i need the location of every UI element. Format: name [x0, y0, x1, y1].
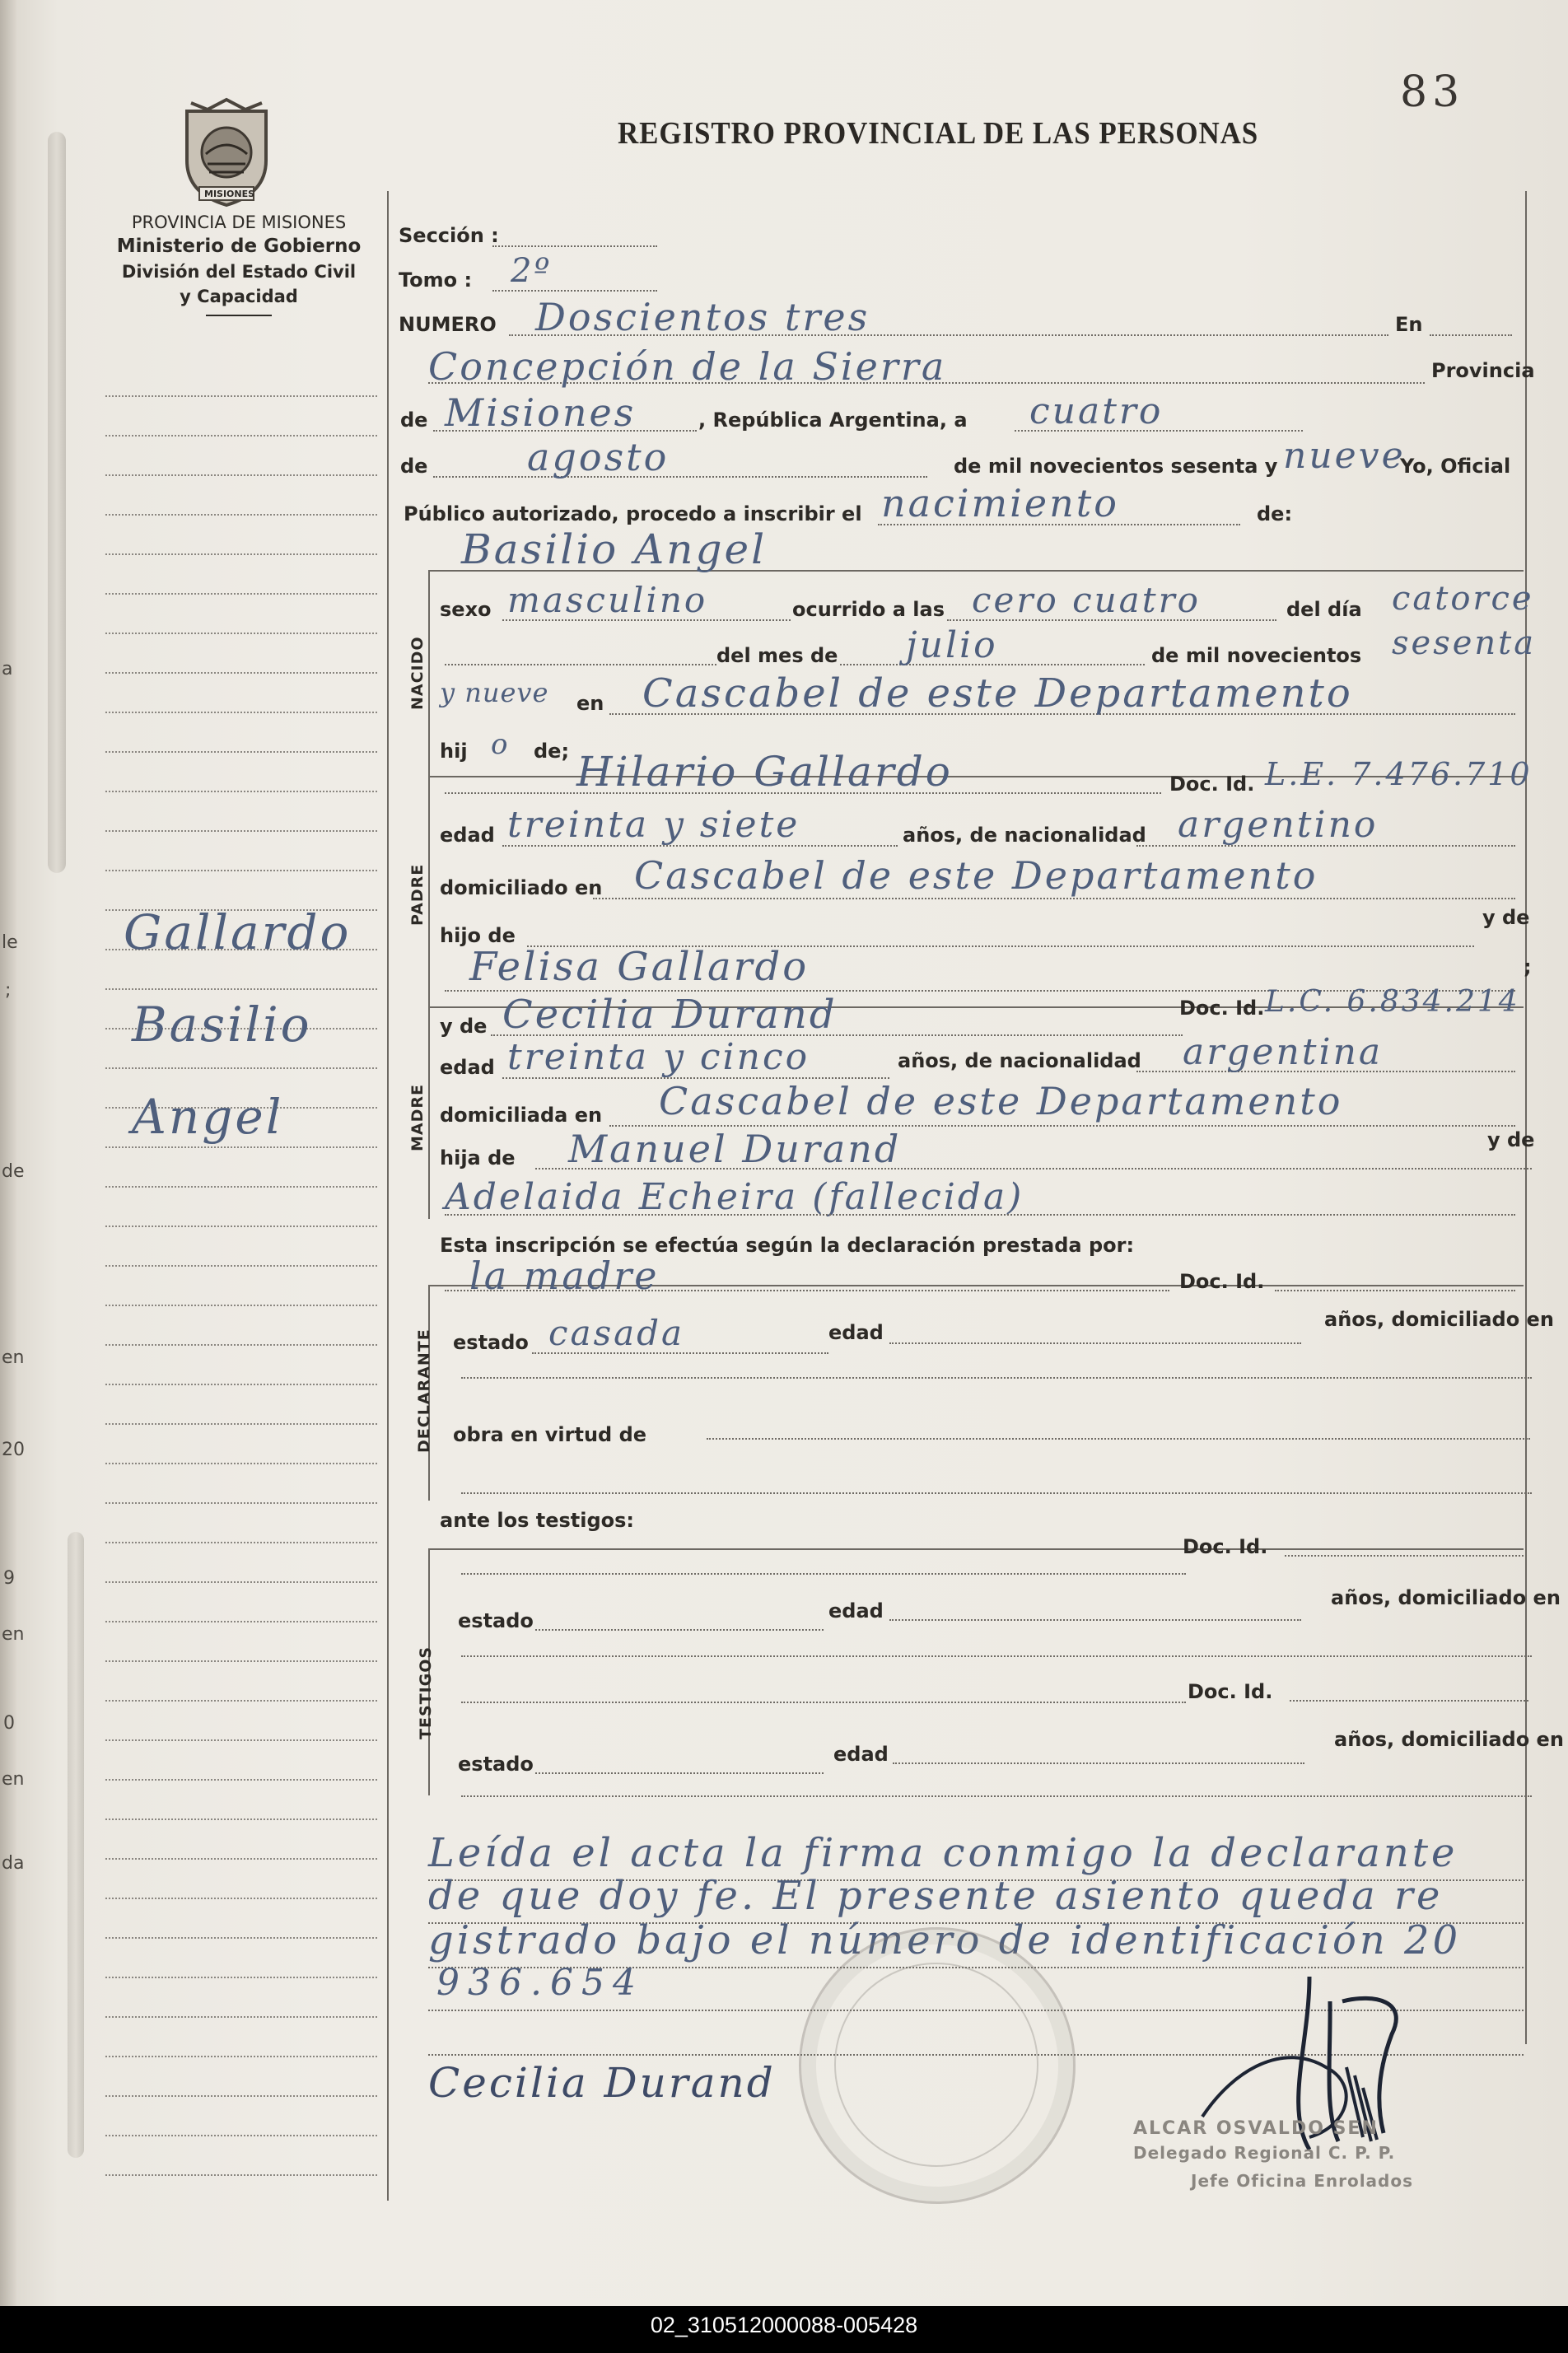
testigo1-doc-label: Doc. Id. [1183, 1535, 1268, 1558]
office-heading [74, 212, 404, 316]
testigo1-edad-label: edad [828, 1599, 884, 1622]
madre-edad-value: treinta y cinco [507, 1036, 810, 1078]
en-line [1430, 334, 1512, 336]
seccion-line [492, 245, 657, 247]
padre-block-left [428, 776, 430, 1006]
nacido-side-label: NACIDO [408, 636, 427, 710]
declarante-doc-line [1275, 1290, 1515, 1291]
padre-dom-label: domiciliado en [440, 876, 603, 899]
declarante-name: la madre [469, 1254, 660, 1298]
testigo2-doc-label: Doc. Id. [1188, 1680, 1273, 1703]
madre-side-label: MADRE [408, 1084, 427, 1151]
binding-mark-bottom [68, 1532, 84, 2158]
edge-fragment: da [2, 1853, 25, 1874]
anio-value-continued: y nueve [440, 677, 549, 708]
provincia-label: Provincia [1431, 359, 1535, 382]
en-label: En [1395, 313, 1423, 336]
declarante-edad-line [889, 1342, 1301, 1344]
edge-fragment: a [2, 659, 13, 679]
hijo-de-label: de; [534, 740, 570, 763]
declarante-obra-line-2 [461, 1492, 1532, 1494]
binding-mark-top [48, 132, 66, 873]
closing-line-3: gistrado bajo el número de identificación 20 [428, 1917, 1462, 1963]
testigos-side-label: TESTIGOS [417, 1646, 435, 1739]
en-nacido-label: en [576, 692, 604, 715]
ocurrido-label: ocurrido a las [792, 598, 945, 621]
ante-testigos-label: ante los testigos: [440, 1509, 635, 1532]
margin-first-name: Basilio [132, 997, 312, 1053]
de-label: de [400, 409, 428, 432]
testigos-block-top [428, 1548, 1524, 1550]
de2-label: de [400, 455, 428, 478]
office-line-4: y Capacidad [180, 287, 298, 306]
closing-line-4: 936.654 [436, 1962, 644, 2004]
form-border-left [387, 191, 389, 2201]
padre-edad-label: edad [440, 824, 495, 847]
margin-surname: Gallardo [124, 904, 352, 960]
office-underline [206, 315, 272, 316]
publico-label: Público autorizado, procedo a inscribir el [404, 502, 862, 525]
testigo1-name-line [461, 1573, 1186, 1575]
yo-oficial-label: Yo, Oficial [1400, 455, 1511, 478]
padre-nac-value: argentino [1178, 804, 1379, 846]
testigo2-estado-label: estado [458, 1753, 534, 1776]
official-seal-icon [799, 1927, 1076, 2204]
form-border-right [1525, 191, 1527, 2044]
page-title: REGISTRO PROVINCIAL DE LAS PERSONAS [618, 116, 1259, 151]
month-value: agosto [527, 435, 670, 479]
tomo-label: Tomo : [399, 268, 473, 292]
mes-value: julio [906, 624, 998, 666]
testigo2-edad-label: edad [833, 1743, 889, 1766]
hora-value: cero cuatro [972, 580, 1201, 620]
hijo-label: hij [440, 740, 468, 763]
dia-value: catorce [1392, 580, 1534, 618]
day-value: cuatro [1029, 390, 1164, 432]
closing-line-2: de que doy fe. El presente asiento queda re [428, 1873, 1444, 1919]
testigo1-doc-line [1285, 1555, 1524, 1557]
padre-y-de-label: y de [1482, 906, 1530, 929]
declaracion-label: Esta inscripción se efectúa según la declaración prestada por: [440, 1234, 1135, 1257]
declarante-estado-value: casada [548, 1313, 685, 1353]
testigo2-anios-label: años, domiciliado en [1334, 1728, 1564, 1751]
madre-nac-value: argentina [1183, 1031, 1384, 1073]
madre-mother-line [445, 1214, 1515, 1216]
nacido-name: Basilio Angel [461, 525, 768, 573]
madre-block-left [428, 1006, 430, 1219]
sexo-label: sexo [440, 598, 492, 621]
padre-dom-value: Cascabel de este Departamento [634, 853, 1318, 898]
edge-fragment: en [2, 1624, 25, 1645]
padre-name-line [445, 792, 1161, 794]
declarante-doc-label: Doc. Id. [1179, 1270, 1265, 1293]
padre-hijo-de-label: hijo de [440, 924, 516, 947]
declarante-obra-label: obra en virtud de [453, 1423, 647, 1446]
declarante-name-line [445, 1290, 1169, 1291]
testigo2-dom-line [461, 1795, 1532, 1797]
madre-hija-de-label: hija de [440, 1146, 516, 1169]
edge-fragment: 0 [3, 1713, 15, 1734]
declarante-obra-line [707, 1438, 1530, 1440]
testigo2-name-line [461, 1702, 1186, 1703]
declarante-side-label: DECLARANTE [415, 1328, 433, 1453]
padre-mother-value: Felisa Gallardo [469, 944, 810, 990]
testigo2-doc-line [1290, 1700, 1528, 1702]
officer-stamp-line-2: Delegado Regional C. P. P. [1133, 2143, 1396, 2163]
declarante-estado-label: estado [453, 1331, 529, 1354]
edge-fragment: ; [5, 980, 12, 1001]
dia-label: del día [1286, 598, 1362, 621]
seccion-label: Sección : [399, 224, 499, 247]
edge-fragment: 9 [3, 1568, 15, 1589]
declarant-signature: Cecilia Durand [428, 2059, 776, 2107]
edge-fragment: 20 [2, 1440, 25, 1460]
padre-doc-value: L.E. 7.476.710 [1265, 756, 1533, 792]
numero-value: Doscientos tres [535, 295, 870, 339]
act-value: nacimiento [881, 481, 1119, 525]
testigo1-edad-line [889, 1619, 1301, 1621]
page-number: 83 [1400, 68, 1465, 117]
padre-semicolon: ; [1524, 955, 1532, 978]
office-line-1: PROVINCIA DE MISIONES [131, 212, 347, 232]
edge-fragment: le [2, 932, 18, 953]
edge-fragment: en [2, 1347, 25, 1368]
office-line-2: Ministerio de Gobierno [116, 236, 362, 257]
padre-dom-line [593, 898, 1515, 899]
lugar-value: Cascabel de este Departamento [642, 670, 1353, 717]
testigo1-dom-line [461, 1655, 1532, 1657]
previous-page-edge [0, 0, 16, 2306]
madre-dom-label: domiciliada en [440, 1104, 603, 1127]
testigo2-edad-line [893, 1762, 1304, 1764]
padre-doc-label: Doc. Id. [1169, 773, 1255, 796]
numero-label: NUMERO [399, 313, 497, 336]
padre-edad-value: treinta y siete [507, 804, 800, 846]
madre-y-de-label: y de [440, 1015, 488, 1038]
mil-nacido-label: de mil novecientos [1151, 644, 1362, 667]
testigo1-anios-label: años, domiciliado en [1331, 1586, 1561, 1609]
crest-label: MISIONES [204, 189, 255, 199]
madre-doc-value: L.C. 6.834.214 [1265, 985, 1520, 1019]
edge-fragment: de [2, 1161, 25, 1182]
madre-mother-value: Adelaida Echeira (fallecida) [445, 1176, 1024, 1218]
tomo-line [492, 290, 657, 292]
madre-father-value: Manuel Durand [568, 1127, 902, 1171]
madre-y-de2-label: y de [1487, 1128, 1535, 1151]
anio-value: sesenta [1392, 624, 1537, 662]
declarante-dom-line [461, 1377, 1532, 1379]
month-line [433, 476, 927, 478]
madre-edad-label: edad [440, 1056, 495, 1079]
province-crest-icon [175, 95, 278, 208]
hijo-suffix: o [491, 728, 511, 761]
padre-side-label: PADRE [408, 863, 427, 926]
padre-nac-label: años, de nacionalidad [903, 824, 1146, 847]
tomo-value: 2º [511, 252, 553, 290]
edge-fragment: en [2, 1769, 25, 1790]
republica-label: , República Argentina, a [698, 409, 968, 432]
madre-dom-value: Cascabel de este Departamento [659, 1079, 1343, 1123]
testigo1-estado-line [535, 1629, 824, 1631]
place-value: Concepción de la Sierra [428, 344, 947, 389]
sexo-value: masculino [507, 580, 708, 620]
mes-line-a [445, 664, 716, 665]
year-value: nueve [1283, 435, 1406, 477]
mes-label: del mes de [716, 644, 838, 667]
province-value: Misiones [445, 390, 637, 435]
declarante-anios-label: años, domiciliado en [1324, 1308, 1554, 1331]
madre-doc-label: Doc. Id. [1179, 997, 1265, 1020]
office-line-3: División del Estado Civil [121, 262, 357, 282]
madre-nac-label: años, de nacionalidad [898, 1049, 1141, 1072]
de3-label: de: [1257, 502, 1293, 525]
officer-stamp-line-1: ALCAR OSVALDO SEN [1133, 2118, 1379, 2139]
margin-second-name: Angel [132, 1089, 284, 1145]
padre-name: Hilario Gallardo [576, 748, 953, 796]
officer-stamp-line-3: Jefe Oficina Enrolados [1191, 2171, 1414, 2191]
scan-file-label: 02_310512000088-005428 [650, 2313, 918, 2337]
nacido-block-left [428, 570, 430, 776]
testigo2-estado-line [535, 1772, 824, 1774]
closing-line-1: Leída el acta la firma conmigo la declarante [428, 1830, 1458, 1876]
testigo1-estado-label: estado [458, 1609, 534, 1632]
declarante-edad-label: edad [828, 1321, 884, 1344]
mil-label: de mil novecientos sesenta y [954, 455, 1278, 478]
madre-name: Cecilia Durand [502, 992, 838, 1038]
